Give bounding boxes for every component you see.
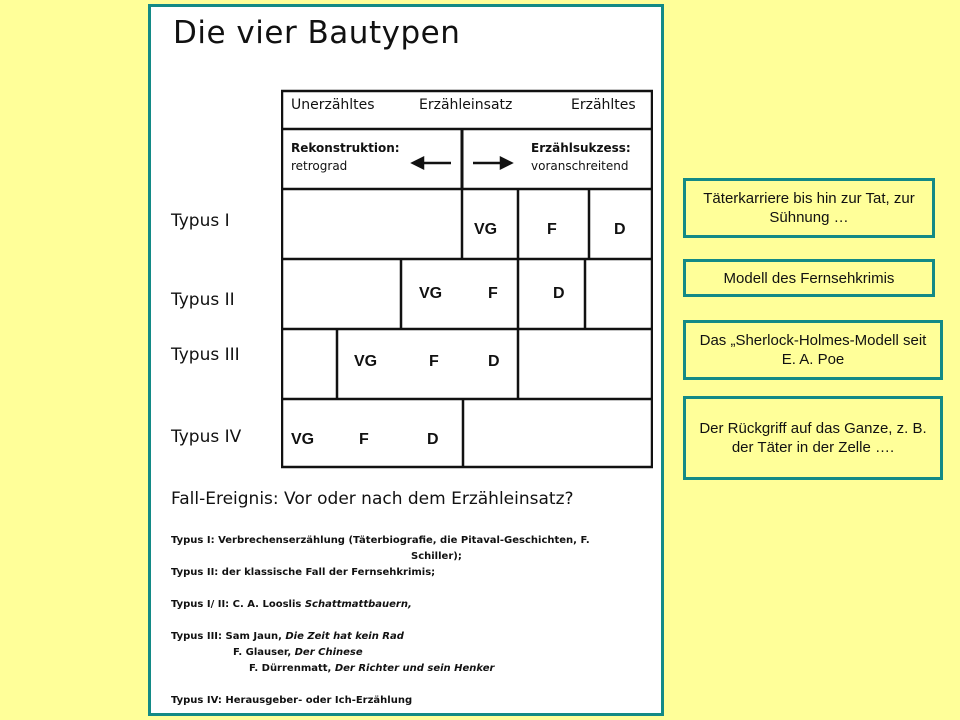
callout-fernsehkrimi xyxy=(683,259,935,297)
note-typus-3-glauser-prefix: F. Glauser, xyxy=(233,647,295,658)
note-typus-3-glauser xyxy=(233,647,363,658)
typus-3-label: Typus III xyxy=(171,345,240,365)
typus-1-f: F xyxy=(547,221,557,238)
typus-4-label: Typus IV xyxy=(171,427,242,447)
callout-taeterkarriere-text: Täterkarriere bis hin zur Tat, zur Sühnung … xyxy=(703,190,915,226)
typus-4-d: D xyxy=(427,431,439,448)
typus-2-d: D xyxy=(553,285,565,302)
header-unerzaehltes: Unerzähltes xyxy=(291,97,375,113)
typus-3-f: F xyxy=(429,353,439,370)
erzaehlsukzess-sub: voranschreitend xyxy=(531,159,629,173)
callout-rueckgriff xyxy=(683,396,943,480)
note-typus-1-cont: Schiller); xyxy=(411,551,462,562)
typus-1-vg: VG xyxy=(474,221,498,238)
typus-1-label: Typus I xyxy=(171,211,230,231)
typus-4-f: F xyxy=(359,431,369,448)
note-typus-4: Typus IV: Herausgeber- oder Ich-Erzählung xyxy=(171,695,413,706)
callout-sherlock-holmes xyxy=(683,320,943,380)
header-erzaehleinsatz: Erzähleinsatz xyxy=(419,97,513,113)
note-typus-1-2-prefix: Typus I/ II: C. A. Looslis xyxy=(171,599,305,610)
header-erzaehltes: Erzähltes xyxy=(571,97,636,113)
rekonstruktion-label: Rekonstruktion: xyxy=(291,141,400,155)
note-typus-1: Typus I: Verbrechenserzählung (Täterbiografie, die Pitaval-Geschichten, F. xyxy=(171,535,590,546)
note-typus-1-2-title: Schattmattbauern, xyxy=(304,599,412,610)
typus-3-d: D xyxy=(488,353,500,370)
note-typus-3-duerrenmatt-prefix: F. Dürrenmatt, xyxy=(249,663,335,674)
typus-3-vg: VG xyxy=(354,353,378,370)
typus-1-d: D xyxy=(614,221,626,238)
typus-2-vg: VG xyxy=(419,285,443,302)
erzaehlsukzess-label: Erzählsukzess: xyxy=(531,141,631,155)
note-typus-3-prefix: Typus III: Sam Jaun, xyxy=(171,631,286,642)
note-typus-3-duerrenmatt-title: Der Richter und sein Henker xyxy=(334,663,495,674)
document-page xyxy=(148,4,664,716)
page-title: Die vier Bautypen xyxy=(173,15,461,51)
typus-4-vg: VG xyxy=(291,431,315,448)
note-typus-3-glauser-title: Der Chinese xyxy=(294,647,363,658)
callout-rueckgriff-text: Der Rückgriff auf das Ganze, z. B. der Täter in der Zelle …. xyxy=(699,420,927,456)
typus-2-f: F xyxy=(488,285,498,302)
typus-2-label: Typus II xyxy=(171,290,235,310)
note-typus-1-2 xyxy=(171,599,412,610)
callout-fernsehkrimi-text: Modell des Fernsehkrimis xyxy=(723,269,895,287)
rekonstruktion-sub: retrograd xyxy=(291,159,348,173)
note-typus-2: Typus II: der klassische Fall der Fernsehkrimis; xyxy=(171,567,436,578)
note-typus-3-title: Die Zeit hat kein Rad xyxy=(285,631,404,642)
callout-taeterkarriere xyxy=(683,178,935,238)
fall-ereignis-title: Fall-Ereignis: Vor oder nach dem Erzähleinsatz? xyxy=(171,489,574,509)
callout-sherlock-holmes-text: Das „Sherlock-Holmes-Modell seit E. A. Poe xyxy=(699,332,927,368)
note-typus-3-duerrenmatt xyxy=(249,663,494,674)
note-typus-3 xyxy=(171,631,404,642)
